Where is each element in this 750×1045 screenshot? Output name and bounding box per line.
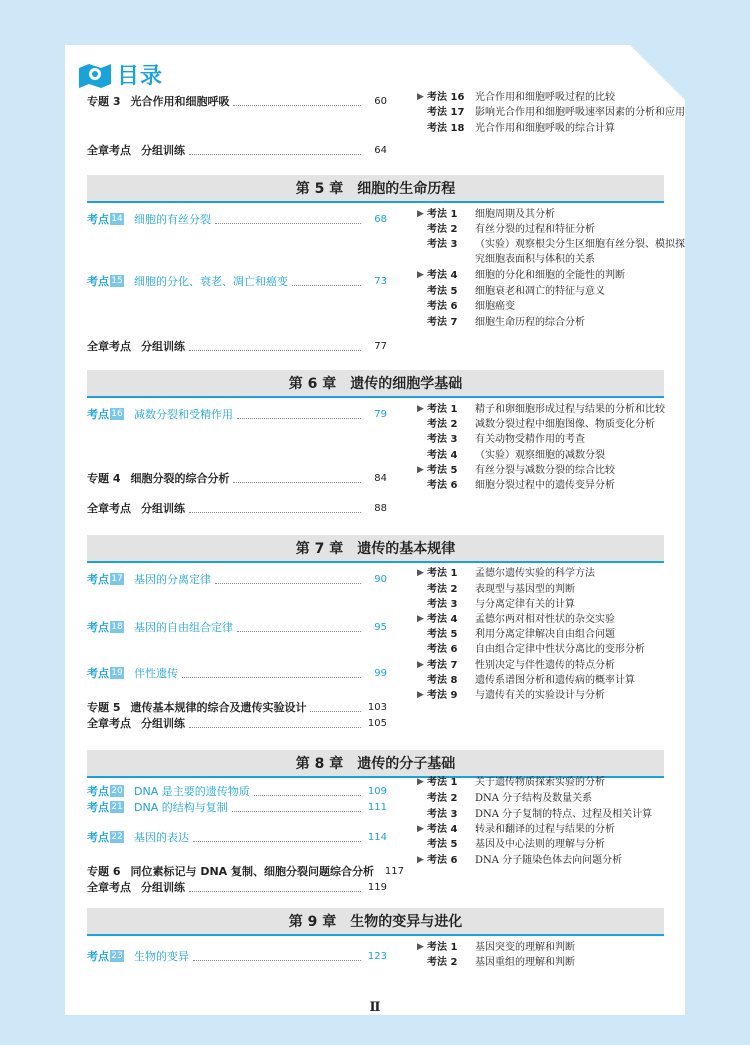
leader-dots	[182, 669, 361, 678]
chapter-number: 第 9 章	[288, 914, 337, 930]
entry-page: 77	[374, 340, 387, 352]
method-label: 考法 1	[427, 777, 458, 788]
method-label: 考法 2	[427, 224, 458, 235]
toc-entry[interactable]	[87, 338, 387, 354]
method-label: 考法 18	[427, 123, 465, 134]
entry-title: 分组训练	[141, 881, 185, 894]
entry-title: 光合作用和细胞呼吸	[130, 95, 230, 108]
method-label: 考法 4	[427, 270, 458, 281]
toc-entry[interactable]	[87, 406, 387, 422]
chapter-heading	[87, 175, 664, 203]
entry-page: 114	[367, 831, 387, 843]
method-text: 细胞衰老和凋亡的特征与意义	[475, 286, 605, 297]
toc-entry[interactable]	[87, 93, 387, 109]
chapter-heading	[87, 908, 664, 936]
method-item[interactable]	[417, 315, 687, 330]
entry-page: 123	[367, 950, 387, 962]
toc-entry[interactable]	[87, 799, 387, 815]
entry-page: 109	[367, 785, 387, 797]
method-label: 考法 2	[427, 419, 458, 430]
entry-page: 117	[384, 865, 404, 877]
method-label: 考法 3	[427, 599, 458, 610]
method-item[interactable]	[417, 837, 687, 852]
method-item[interactable]	[417, 121, 687, 136]
method-item[interactable]	[417, 612, 687, 627]
chapter-heading	[87, 370, 664, 398]
method-label: 考法 6	[427, 644, 458, 655]
method-text: 基因突变的理解和判断	[475, 942, 575, 953]
method-label: 考法 3	[427, 434, 458, 445]
method-label: 考法 1	[427, 404, 458, 415]
chapter-title: 细胞的生命历程	[357, 181, 456, 197]
method-label: 考法 17	[427, 107, 465, 118]
method-label: 考法 2	[427, 793, 458, 804]
entry-prefix: 考点	[87, 667, 109, 680]
triangle-arrow-icon: ▶	[417, 855, 424, 865]
leader-dots	[237, 623, 361, 632]
leader-dots	[193, 952, 361, 961]
method-label: 考法 1	[427, 942, 458, 953]
toc-entry[interactable]	[87, 948, 387, 964]
method-text: 细胞癌变	[475, 301, 515, 312]
entry-title: 基因的自由组合定律	[134, 621, 233, 634]
entry-page: 73	[374, 275, 387, 287]
method-label: 考法 4	[427, 614, 458, 625]
triangle-arrow-icon: ▶	[417, 270, 424, 280]
triangle-arrow-icon: ▶	[417, 824, 424, 834]
entry-number-badge: 14	[111, 214, 123, 224]
method-item[interactable]	[417, 105, 687, 120]
chapter-heading	[87, 750, 664, 778]
toc-entry[interactable]	[87, 783, 387, 799]
triangle-arrow-icon: ▶	[417, 777, 424, 787]
method-label: 考法 5	[427, 629, 458, 640]
method-item[interactable]	[417, 658, 687, 673]
method-text: 转录和翻译的过程与结果的分析	[475, 824, 615, 835]
leader-dots	[189, 883, 361, 892]
entry-title: 细胞的分化、衰老、凋亡和癌变	[134, 275, 288, 288]
triangle-arrow-icon: ▶	[417, 660, 424, 670]
method-text: 细胞的分化和细胞的全能性的判断	[475, 270, 625, 281]
chapter-heading	[87, 535, 664, 563]
entry-page: 111	[367, 801, 387, 813]
method-item[interactable]	[417, 853, 687, 868]
leader-dots	[189, 719, 361, 728]
entry-page: 103	[367, 701, 387, 713]
method-text: 遗传系谱图分析和遗传病的概率计算	[475, 675, 635, 686]
method-label: 考法 6	[427, 301, 458, 312]
method-item[interactable]	[417, 299, 687, 314]
method-text: 与遗传有关的实验设计与分析	[475, 690, 605, 701]
entry-number-badge: 20	[111, 786, 123, 796]
entry-prefix: 考点	[87, 621, 109, 634]
leader-dots	[215, 575, 361, 584]
entry-page: 90	[374, 573, 387, 585]
entry-number-badge: 15	[111, 276, 123, 286]
toc-entry[interactable]	[87, 879, 387, 895]
method-item[interactable]	[417, 222, 687, 237]
toc-entry[interactable]	[87, 665, 387, 681]
entry-number-badge: 23	[111, 951, 123, 961]
method-label: 考法 3	[427, 239, 458, 250]
leader-dots	[193, 833, 361, 842]
triangle-arrow-icon: ▶	[417, 942, 424, 952]
chapter-title: 遗传的细胞学基础	[350, 376, 463, 392]
method-item[interactable]	[417, 642, 687, 657]
entry-title: 伴性遗传	[134, 667, 178, 680]
method-label: 考法 2	[427, 957, 458, 968]
leader-dots	[189, 342, 361, 351]
method-item[interactable]	[417, 207, 687, 222]
method-item[interactable]	[417, 268, 687, 283]
entry-title: 分组训练	[141, 340, 185, 353]
chapter-number: 第 5 章	[295, 181, 344, 197]
entry-prefix: 全章考点	[87, 717, 131, 730]
entry-prefix: 专题 3	[87, 95, 121, 108]
entry-title: 遗传基本规律的综合及遗传实验设计	[130, 701, 307, 714]
method-text: 光合作用和细胞呼吸过程的比较	[475, 92, 615, 103]
method-label: 考法 9	[427, 690, 458, 701]
method-label: 考法 5	[427, 839, 458, 850]
entry-number-badge: 19	[111, 668, 123, 678]
leader-dots	[292, 277, 361, 286]
toc-entry[interactable]	[87, 470, 387, 486]
leader-dots	[232, 803, 361, 812]
entry-page: 105	[367, 717, 387, 729]
entry-page: 99	[374, 667, 387, 679]
entry-page: 119	[367, 881, 387, 893]
entry-prefix: 考点	[87, 213, 109, 226]
entry-title: 细胞的有丝分裂	[134, 213, 211, 226]
method-label: 考法 6	[427, 480, 458, 491]
toc-entry[interactable]	[87, 715, 387, 731]
method-item[interactable]	[417, 432, 687, 447]
method-label: 考法 5	[427, 286, 458, 297]
method-text: 细胞分裂过程中的遗传变异分析	[475, 480, 615, 491]
method-text: 影响光合作用和细胞呼吸速率因素的分析和应用	[475, 107, 685, 118]
entry-title: 分组训练	[141, 717, 185, 730]
map-pin-book-icon	[77, 62, 113, 88]
method-label: 考法 1	[427, 209, 458, 220]
method-text: 表现型与基因型的判断	[475, 584, 575, 595]
entry-prefix: 考点	[87, 275, 109, 288]
method-label: 考法 4	[427, 824, 458, 835]
triangle-arrow-icon: ▶	[417, 404, 424, 414]
method-item[interactable]	[417, 822, 687, 837]
entry-prefix: 全章考点	[87, 881, 131, 894]
toc-entry[interactable]	[87, 142, 387, 158]
method-item[interactable]	[417, 463, 687, 478]
entry-number-badge: 16	[111, 409, 123, 419]
method-label: 考法 5	[427, 465, 458, 476]
entry-page: 60	[374, 95, 387, 107]
entry-title: 基因的分离定律	[134, 573, 211, 586]
page-number: Ⅱ	[369, 1000, 381, 1015]
triangle-arrow-icon: ▶	[417, 614, 424, 624]
method-item[interactable]	[417, 775, 687, 790]
method-item[interactable]	[417, 940, 687, 955]
method-item[interactable]	[417, 448, 687, 463]
entry-page: 79	[374, 408, 387, 420]
leader-dots	[310, 703, 361, 712]
method-text: 细胞生命历程的综合分析	[475, 317, 585, 328]
method-item[interactable]	[417, 627, 687, 642]
leader-dots	[189, 504, 361, 513]
entry-number-badge: 17	[111, 574, 123, 584]
leader-dots	[233, 97, 361, 106]
entry-title: 基因的表达	[134, 831, 189, 844]
method-item[interactable]	[417, 284, 687, 299]
toc-entry[interactable]	[87, 211, 387, 227]
toc-entry[interactable]	[87, 571, 387, 587]
entry-prefix: 全章考点	[87, 144, 131, 157]
method-label: 考法 2	[427, 584, 458, 595]
entry-prefix: 专题 5	[87, 701, 121, 714]
entry-page: 64	[374, 144, 387, 156]
entry-prefix: 考点	[87, 801, 109, 814]
entry-page: 68	[374, 213, 387, 225]
toc-entry[interactable]	[87, 619, 387, 635]
toc-entry[interactable]	[87, 699, 387, 715]
method-text: DNA 分子复制的特点、过程及相关计算	[475, 809, 653, 820]
method-text: 基因及中心法则的理解与分析	[475, 839, 605, 850]
entry-prefix: 考点	[87, 831, 109, 844]
entry-page: 84	[374, 472, 387, 484]
method-text: 有丝分裂的过程和特征分析	[475, 224, 595, 235]
method-label: 考法 1	[427, 568, 458, 579]
entry-prefix: 考点	[87, 950, 109, 963]
entry-number-badge: 22	[111, 832, 123, 842]
method-item[interactable]	[417, 955, 687, 970]
entry-prefix: 全章考点	[87, 340, 131, 353]
toc-entry[interactable]	[87, 273, 387, 289]
method-text: 基因重组的理解和判断	[475, 957, 575, 968]
method-text: 有关动物受精作用的考查	[475, 434, 585, 445]
entry-title: 减数分裂和受精作用	[134, 408, 233, 421]
method-item[interactable]	[417, 237, 687, 267]
method-text: DNA 分子结构及数量关系	[475, 793, 593, 804]
leader-dots	[215, 215, 361, 224]
entry-prefix: 专题 6	[87, 865, 121, 878]
entry-prefix: 专题 4	[87, 472, 121, 485]
entry-number-badge: 18	[111, 622, 123, 632]
triangle-arrow-icon: ▶	[417, 690, 424, 700]
triangle-arrow-icon: ▶	[417, 568, 424, 578]
entry-title: 分组训练	[141, 144, 185, 157]
leader-dots	[189, 146, 361, 155]
toc-page	[65, 45, 685, 1015]
chapter-title: 遗传的基本规律	[357, 541, 456, 557]
method-text: 精子和卵细胞形成过程与结果的分析和比较	[475, 404, 665, 415]
method-text: 孟德尔两对相对性状的杂交实验	[475, 614, 615, 625]
method-label: 考法 16	[427, 92, 465, 103]
chapter-number: 第 7 章	[295, 541, 344, 557]
toc-entry[interactable]	[87, 500, 387, 516]
triangle-arrow-icon: ▶	[417, 209, 424, 219]
method-text: （实验）观察根尖分生区细胞有丝分裂、模拟探究细胞表面积与体积的关系	[475, 239, 685, 265]
method-text: 孟德尔遗传实验的科学方法	[475, 568, 595, 579]
method-item[interactable]	[417, 582, 687, 597]
leader-dots	[237, 410, 361, 419]
method-text: 有丝分裂与减数分裂的综合比较	[475, 465, 615, 476]
chapter-number: 第 6 章	[288, 376, 337, 392]
entry-page: 95	[374, 621, 387, 633]
method-text: 细胞周期及其分析	[475, 209, 555, 220]
method-item[interactable]	[417, 791, 687, 806]
method-text: 利用分离定律解决自由组合问题	[475, 629, 615, 640]
entry-prefix: 考点	[87, 408, 109, 421]
leader-dots	[254, 787, 361, 796]
method-text: 减数分裂过程中细胞图像、物质变化分析	[475, 419, 655, 430]
chapter-title: 遗传的分子基础	[357, 756, 456, 772]
chapter-number: 第 8 章	[295, 756, 344, 772]
method-item[interactable]	[417, 807, 687, 822]
entry-page: 88	[374, 502, 387, 514]
method-item[interactable]	[417, 478, 687, 493]
method-text: 自由组合定律中性状分离比的变形分析	[475, 644, 645, 655]
method-label: 考法 4	[427, 450, 458, 461]
method-label: 考法 6	[427, 855, 458, 866]
method-label: 考法 7	[427, 660, 458, 671]
entry-title: DNA 的结构与复制	[134, 801, 228, 814]
entry-prefix: 考点	[87, 785, 109, 798]
method-item[interactable]	[417, 90, 687, 105]
toc-entry[interactable]	[87, 863, 404, 879]
chapter-title: 生物的变异与进化	[350, 914, 463, 930]
entry-title: DNA 是主要的遗传物质	[134, 785, 250, 798]
method-label: 考法 7	[427, 317, 458, 328]
page-title: 目录	[117, 64, 164, 89]
method-text: 关于遗传物质探索实验的分析	[475, 777, 605, 788]
entry-title: 同位素标记与 DNA 复制、细胞分裂问题综合分析	[130, 865, 374, 878]
method-label: 考法 8	[427, 675, 458, 686]
method-item[interactable]	[417, 673, 687, 688]
triangle-arrow-icon: ▶	[417, 92, 424, 102]
entry-title: 细胞分裂的综合分析	[130, 472, 230, 485]
method-item[interactable]	[417, 402, 687, 417]
method-item[interactable]	[417, 566, 687, 581]
entry-prefix: 考点	[87, 573, 109, 586]
method-text: （实验）观察细胞的减数分裂	[475, 450, 605, 461]
method-text: 与分离定律有关的计算	[475, 599, 575, 610]
entry-number-badge: 21	[111, 802, 123, 812]
toc-header	[77, 59, 163, 90]
method-item[interactable]	[417, 597, 687, 612]
method-item[interactable]	[417, 417, 687, 432]
method-text: DNA 分子随染色体去向问题分析	[475, 855, 623, 866]
entry-title: 分组训练	[141, 502, 185, 515]
method-item[interactable]	[417, 688, 687, 703]
toc-entry[interactable]	[87, 829, 387, 845]
triangle-arrow-icon: ▶	[417, 465, 424, 475]
method-label: 考法 3	[427, 809, 458, 820]
entry-prefix: 全章考点	[87, 502, 131, 515]
leader-dots	[233, 474, 361, 483]
method-text: 光合作用和细胞呼吸的综合计算	[475, 123, 615, 134]
method-text: 性别决定与伴性遗传的特点分析	[475, 660, 615, 671]
entry-title: 生物的变异	[134, 950, 189, 963]
